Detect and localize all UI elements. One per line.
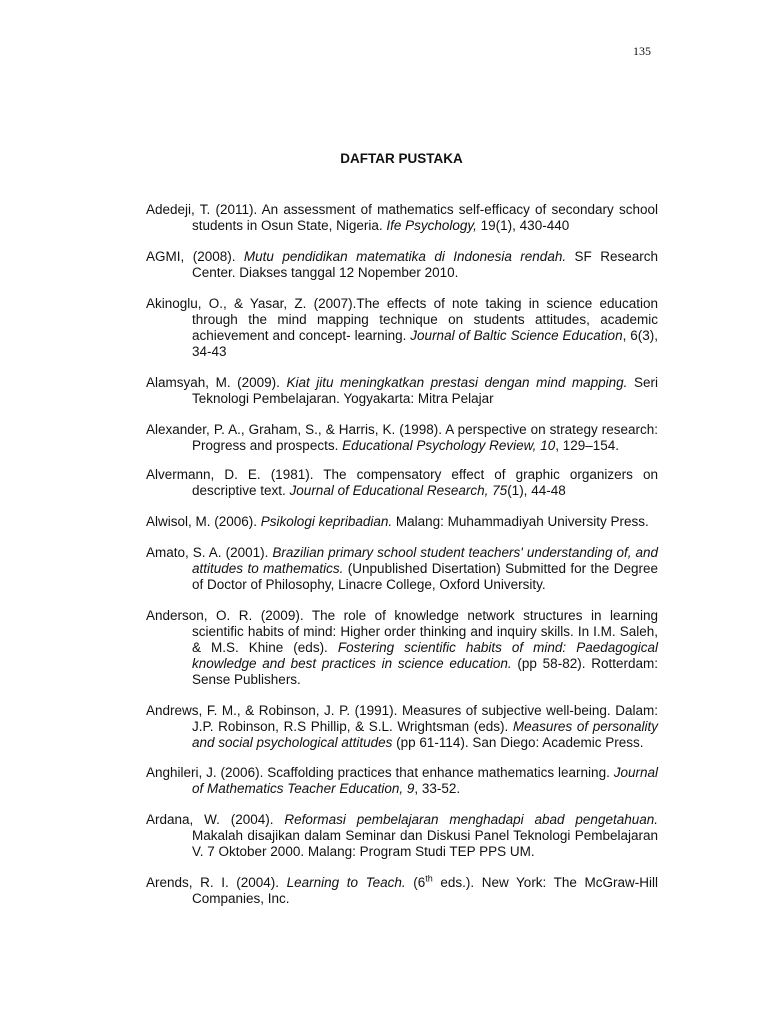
reference-item: Anderson, O. R. (2009). The role of knowledge network structures in learning scientific habits of mind: Higher order thinking and inquiry skills. In I.M. Saleh, & M.S. Khine (eds). Fostering scientific habits of mind: Paedagogical knowledge and best practices in science education. (pp 58-82). Rotterdam: Sense Publishers. [146,608,659,687]
reference-list [146,188,658,922]
reference-item: Andrews, F. M., & Robinson, J. P. (1991). Measures of subjective well-being. Dalam: J.P. Robinson, R.S Phillip, & S.L. Wrightsman (eds). Measures of personality and social psychological attitudes (pp 61-114). San Diego: Academic Press. [146,703,658,750]
reference-item: Amato, S. A. (2001). Brazilian primary school student teachers' understanding of, and attitudes to mathematics. (Unpublished Disertation) Submitted for the Degree of Doctor of Philosophy, Linacre College, Oxford University. [146,545,659,592]
reference-item: Alamsyah, M. (2009). Kiat jitu meningkatkan prestasi dengan mind mapping. Seri Teknologi Pembelajaran. Yogyakarta: Mitra Pelajar [146,374,658,406]
reference-item: Alvermann, D. E. (1981). The compensatory effect of graphic organizers on descriptive text. Journal of Educational Research, 75(1), 44-48 [146,467,658,498]
reference-item: Arends, R. I. (2004). Learning to Teach. (6th eds.). New York: The McGraw-Hill Companies, Inc. [146,873,658,906]
reference-item: Ardana, W. (2004). Reformasi pembelajaran menghadapi abad pengetahuan. Makalah disajikan dalam Seminar dan Diskusi Panel Teknologi Pembelajaran V. 7 Oktober 2000. Malang: Program Studi TEP PPS UM. [146,811,658,859]
page-title: DAFTAR PUSTAKA [340,151,463,166]
reference-item: Alwisol, M. (2006). Psikologi kepribadian. Malang: Muhammadiyah University Press. [146,514,649,529]
reference-item: Akinoglu, O., & Yasar, Z. (2007).The effects of note taking in science education through the mind mapping technique on students attitudes, academic achievement and concept- learning. Journal of Baltic Science Education, 6(3), 34-43 [146,295,659,359]
reference-item: Anghileri, J. (2006). Scaffolding practices that enhance mathematics learning. Journal of Mathematics Teacher Education, 9, 33-52. [146,764,658,796]
reference-item: Adedeji, T. (2011). An assessment of mathematics self-efficacy of secondary school students in Osun State, Nigeria. Ife Psychology, 19(1), 430-440 [146,201,658,233]
reference-item: Alexander, P. A., Graham, S., & Harris, K. (1998). A perspective on strategy research: Progress and prospects. Educational Psychology Review, 10, 129–154. [146,421,658,453]
page-number: 135 [633,44,651,58]
reference-item: AGMI, (2008). Mutu pendidikan matematika di Indonesia rendah. SF Research Center. Diakses tanggal 12 Nopember 2010. [146,248,659,280]
